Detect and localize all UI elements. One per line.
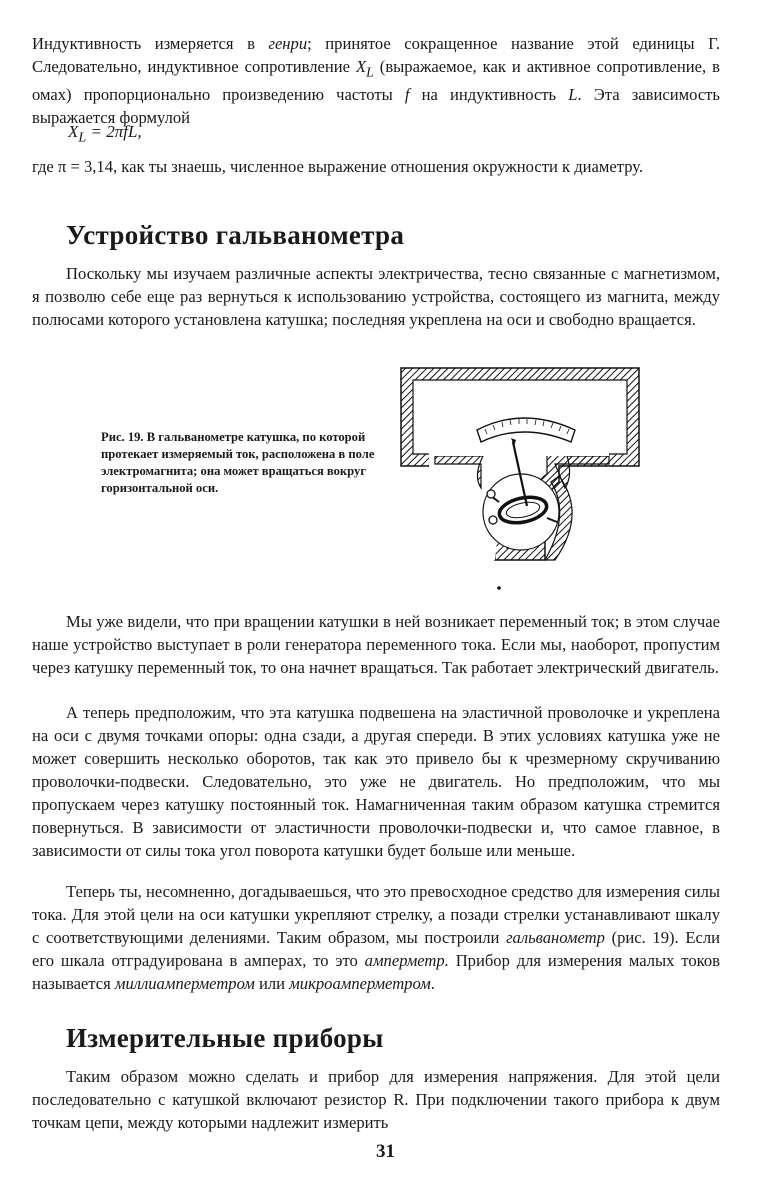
paragraph-device-intro: Поскольку мы изучаем различные аспекты электричества, тесно связанные с магнетизмом, я позволю себе еще раз вернуться к использованию устройства, состоящего из магнита, между полюсами которого установлена катушка; последняя укреплена на оси и свободно вращается. (32, 264, 720, 329)
galvanometer-figure (395, 364, 655, 596)
paragraph-ammeter: Теперь ты, несомненно, догадываешься, что это превосходное средство для измерения силы тока. Для этой цели на оси катушки укрепляют стрелку, а позади стрелки устанавливают шкалу с соответствующими делениями. Таким образом, мы построили гальванометр (рис. 19). Если его шкала отградуирована в амперах, то это амперметр. Прибор для измерения малых токов называется миллиамперметром или микроамперметром. (32, 882, 720, 993)
paragraph-pi: где π = 3,14, как ты знаешь, численное выражение отношения окружности к диаметру. (32, 157, 644, 176)
paragraph-generator: Мы уже видели, что при вращении катушки в ней возникает переменный ток; в этом случае наше устройство выступает в роли генератора переменного тока. Если мы, наоборот, пропустим через катушку переменный ток, то она начнет вращаться. Так работает электрический двигатель. (32, 612, 720, 677)
heading-measuring-instruments: Измерительные приборы (66, 1023, 384, 1053)
figure-caption: Рис. 19. В гальванометре катушка, по которой протекает измеряемый ток, расположена в поле электромагнита; она может вращаться вокруг горизонтальной оси. (101, 430, 375, 495)
paragraph-suspension: А теперь предположим, что эта катушка подвешена на эластичной проволочке и укреплена на оси с двумя точками опоры: одна сзади, а другая спереди. В этих условиях катушка уже не может совершить несколько оборотов, так как это привело бы к чрезмерному скручиванию проволочки-подвески. Следовательно, это уже не двигатель. Но предположим, что мы пропускаем через катушку постоянный ток. Намагниченная таким образом катушка стремится повернуться. В зависимости от эластичности проволочки-подвески и, что самое главное, в зависимости от силы тока угол поворота катушки будет больше или меньше. (32, 703, 720, 860)
page-number: 31 (376, 1141, 395, 1162)
paragraph-voltmeter: Таким образом можно сделать и прибор для измерения напряжения. Для этой цели последовательно с катушкой включают резистор R. При подключении такого прибора к двум точкам цепи, между которыми надлежит измерить (32, 1067, 720, 1132)
paragraph-inductance: Индуктивность измеряется в генри; принятое сокращенное название этой единицы Г. Следовательно, индуктивное сопротивление $X_L$ (выражаемое, как и активное сопротивление, в омах) пропорционально произведению частоты f на индуктивность L. Эта зависимость выражается формулой (32, 34, 720, 128)
heading-galvanometer: Устройство гальванометра (66, 220, 405, 250)
formula-inductive-reactance: $X_L = 2\pi fL$, (68, 122, 142, 146)
